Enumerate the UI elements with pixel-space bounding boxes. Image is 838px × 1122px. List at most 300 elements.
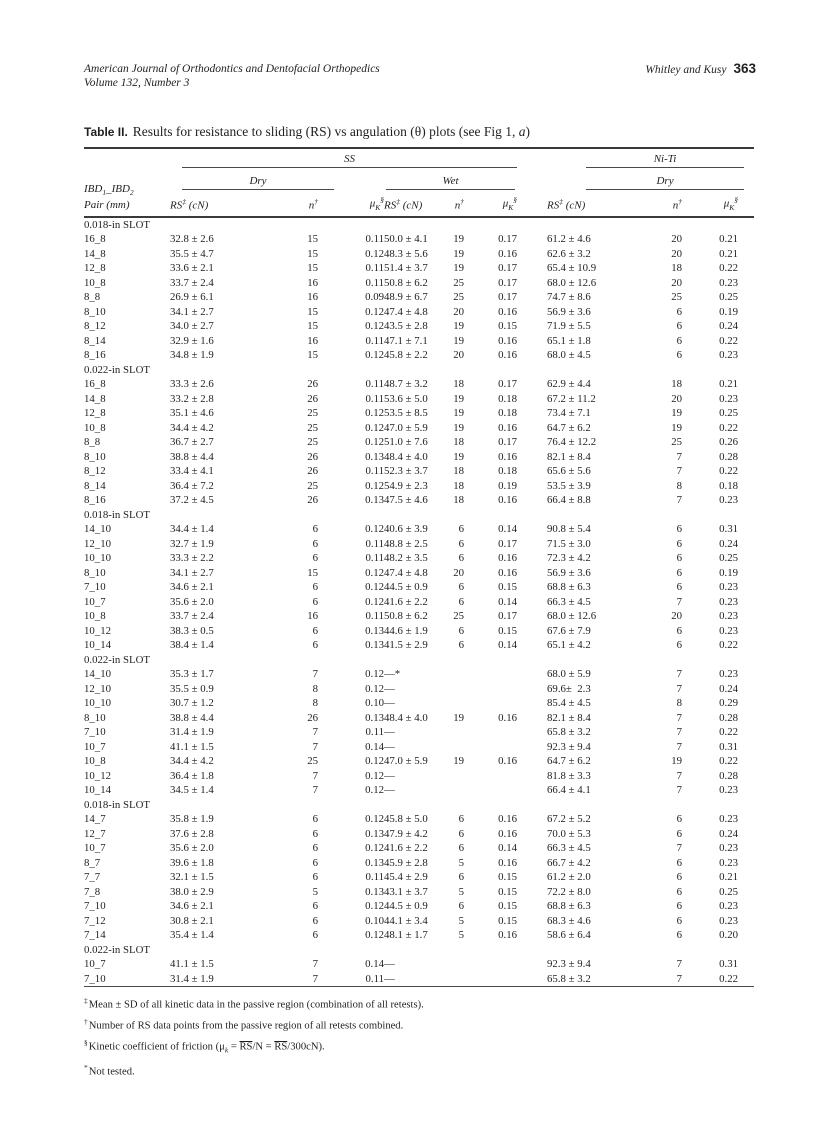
value-cell: 6 <box>458 639 464 652</box>
table-row <box>84 551 754 566</box>
table-row <box>84 450 754 465</box>
value-cell: 0.12 <box>365 421 384 434</box>
subgroup-dry-ss: Dry <box>170 168 384 190</box>
value-cell: 7 <box>676 842 683 855</box>
value-cell: 0.12 <box>365 769 384 782</box>
table-row <box>84 479 754 494</box>
value-cell: 19 <box>453 392 464 405</box>
value-cell <box>446 972 464 987</box>
value-cell: 47.1 ± 7.1 <box>384 334 428 347</box>
value-cell: 74.7 ± 8.6 <box>547 291 591 304</box>
value-cell: 6 <box>676 624 683 637</box>
pair-cell: 7_8 <box>84 885 101 898</box>
value-cell: 6 <box>312 827 318 840</box>
value-cell: — <box>384 784 395 797</box>
value-cell: 0.15 <box>498 871 518 884</box>
value-cell: 36.4 ± 1.8 <box>170 769 214 782</box>
section-row <box>84 217 754 233</box>
pair-cell: 8_8 <box>84 291 101 304</box>
value-cell: 76.4 ± 12.2 <box>547 436 597 449</box>
value-cell: 0.17 <box>498 378 518 391</box>
pair-cell: 12_8 <box>84 407 106 420</box>
value-cell: 32.1 ± 1.5 <box>170 871 214 884</box>
value-cell: 69.6± 2.3 <box>547 682 591 695</box>
subgroup-dry-niti: Dry <box>517 168 754 190</box>
value-cell: 45.9 ± 2.8 <box>384 856 428 869</box>
value-cell: 68.0 ± 12.6 <box>547 276 597 289</box>
footnotes <box>84 993 754 1080</box>
value-cell: 67.6 ± 7.9 <box>547 624 591 637</box>
value-cell: 18 <box>453 378 464 391</box>
value-cell: 0.23 <box>719 813 739 826</box>
value-cell: 0.14 <box>365 740 384 753</box>
pair-cell: 8_10 <box>84 566 106 579</box>
table-row <box>84 421 754 436</box>
value-cell: 48.1 ± 1.7 <box>384 929 428 942</box>
value-cell: 39.6 ± 1.8 <box>170 856 214 869</box>
value-cell: 0.19 <box>719 305 739 318</box>
value-cell: 19 <box>453 320 464 333</box>
value-cell: 0.21 <box>719 247 739 260</box>
value-cell: 67.2 ± 11.2 <box>547 392 596 405</box>
value-cell <box>464 957 517 972</box>
value-cell: 65.6 ± 5.6 <box>547 465 591 478</box>
value-cell: 5 <box>458 914 464 927</box>
value-cell: 34.4 ± 4.2 <box>170 421 214 434</box>
pair-cell: 12_10 <box>84 682 111 695</box>
value-cell: 53.5 ± 3.9 <box>547 479 591 492</box>
value-cell: 6 <box>458 537 464 550</box>
value-cell: 35.6 ± 2.0 <box>170 842 214 855</box>
value-cell: 0.17 <box>498 233 518 246</box>
value-cell: 36.7 ± 2.7 <box>170 436 214 449</box>
value-cell: 0.16 <box>498 856 518 869</box>
value-cell: 66.3 ± 4.5 <box>547 595 591 608</box>
table-row <box>84 406 754 421</box>
pair-cell: 7_14 <box>84 929 106 942</box>
pair-cell: 10_10 <box>84 552 111 565</box>
value-cell: 18 <box>671 262 683 275</box>
value-cell: 6 <box>312 639 318 652</box>
section-row <box>84 508 754 523</box>
value-cell: 6 <box>676 856 683 869</box>
value-cell: 0.11 <box>365 537 384 550</box>
value-cell: 6 <box>312 842 318 855</box>
value-cell: 7 <box>676 450 683 463</box>
value-cell: 0.13 <box>365 711 384 724</box>
value-cell: 44.5 ± 0.9 <box>384 900 428 913</box>
value-cell: 25 <box>307 479 318 492</box>
pair-cell: 8_14 <box>84 479 106 492</box>
value-cell: 34.5 ± 1.4 <box>170 784 214 797</box>
value-cell: 6 <box>458 813 464 826</box>
stat-header-row <box>84 190 754 217</box>
value-cell: 7 <box>676 595 683 608</box>
value-cell: 33.3 ± 2.2 <box>170 552 214 565</box>
subgroup-wet-ss: Wet <box>384 168 517 190</box>
value-cell: 33.4 ± 4.1 <box>170 465 214 478</box>
value-cell: 0.11 <box>365 262 384 275</box>
pair-cell: 10_12 <box>84 624 111 637</box>
value-cell: 67.2 ± 5.2 <box>547 813 591 826</box>
col-header-mu-niti: $\mu_K^\S$ <box>723 195 739 212</box>
value-cell: 19 <box>453 755 464 768</box>
value-cell: 47.0 ± 5.9 <box>384 421 428 434</box>
value-cell: 34.6 ± 2.1 <box>170 581 214 594</box>
pair-cell: 8_10 <box>84 305 106 318</box>
table-title <box>84 123 756 141</box>
value-cell: 6 <box>312 552 318 565</box>
value-cell: 0.23 <box>719 392 739 405</box>
value-cell: 0.11 <box>365 972 384 985</box>
table-row <box>84 783 754 798</box>
page-number: 363 <box>733 61 756 76</box>
value-cell: 0.24 <box>719 537 739 550</box>
value-cell: 0.31 <box>719 740 739 753</box>
running-authors: Whitley and Kusy <box>645 64 727 76</box>
value-cell: 0.15 <box>498 914 518 927</box>
value-cell: 35.4 ± 1.4 <box>170 929 214 942</box>
table-row <box>84 885 754 900</box>
value-cell: 41.6 ± 2.2 <box>384 842 428 855</box>
value-cell: 25 <box>671 291 683 304</box>
value-cell: 15 <box>307 233 318 246</box>
value-cell <box>464 769 517 784</box>
value-cell: 0.19 <box>719 566 739 579</box>
value-cell: 0.20 <box>719 929 739 942</box>
value-cell: 6 <box>312 871 318 884</box>
value-cell: 6 <box>676 639 683 652</box>
value-cell: 0.23 <box>719 668 739 681</box>
value-cell: 33.7 ± 2.4 <box>170 276 214 289</box>
value-cell: 6 <box>676 900 683 913</box>
value-cell: 0.12 <box>365 813 384 826</box>
value-cell: 50.8 ± 6.2 <box>384 610 428 623</box>
table-row <box>84 609 754 624</box>
value-cell: 0.24 <box>719 320 739 333</box>
table-header <box>84 148 754 217</box>
table-row <box>84 914 754 929</box>
value-cell: 0.13 <box>365 639 384 652</box>
pair-cell: 10_7 <box>84 958 106 971</box>
value-cell: 5 <box>458 856 464 869</box>
value-cell: 15 <box>307 320 318 333</box>
value-cell <box>446 740 464 755</box>
value-cell: 0.18 <box>498 465 518 478</box>
value-cell: 25 <box>671 436 683 449</box>
value-cell: 0.12 <box>365 320 384 333</box>
pair-cell: 8_12 <box>84 465 106 478</box>
value-cell: 20 <box>453 349 464 362</box>
value-cell <box>446 957 464 972</box>
value-cell: 6 <box>312 523 318 536</box>
pair-cell: 7_10 <box>84 972 106 985</box>
value-cell: 0.12 <box>365 929 384 942</box>
value-cell: 58.6 ± 6.4 <box>547 929 591 942</box>
value-cell: 26 <box>307 494 318 507</box>
value-cell: 0.11 <box>365 276 384 289</box>
value-cell: 26 <box>307 378 318 391</box>
table-row <box>84 972 754 987</box>
value-cell: 8 <box>312 697 318 710</box>
value-cell: 72.3 ± 4.2 <box>547 552 591 565</box>
value-cell: 48.8 ± 2.5 <box>384 537 428 550</box>
table-row <box>84 899 754 914</box>
journal-info <box>84 62 380 90</box>
value-cell: 6 <box>312 856 318 869</box>
value-cell: 33.7 ± 2.4 <box>170 610 214 623</box>
value-cell: 0.12 <box>365 595 384 608</box>
value-cell: 0.13 <box>365 450 384 463</box>
value-cell: 8 <box>676 479 683 492</box>
value-cell: 48.4 ± 4.0 <box>384 711 428 724</box>
value-cell: 18 <box>453 479 464 492</box>
value-cell: 7 <box>676 740 683 753</box>
value-cell: 65.8 ± 3.2 <box>547 972 591 985</box>
table-row <box>84 928 754 943</box>
table-row <box>84 493 754 508</box>
value-cell: 25 <box>453 276 464 289</box>
value-cell: 0.10 <box>365 914 384 927</box>
value-cell: 92.3 ± 9.4 <box>547 958 591 971</box>
value-cell: 0.23 <box>719 914 739 927</box>
footnote: §Kinetic coefficient of friction $(\mu_k = \overline{RS}/N = \overline{RS}/300cN)$. <box>84 1038 325 1056</box>
value-cell <box>464 667 517 682</box>
value-cell: 82.1 ± 8.4 <box>547 450 591 463</box>
value-cell: 82.1 ± 8.4 <box>547 711 591 724</box>
value-cell: 61.2 ± 4.6 <box>547 233 591 246</box>
value-cell: 33.2 ± 2.8 <box>170 392 214 405</box>
value-cell <box>446 667 464 682</box>
group-header-niti: Ni-Ti <box>517 148 754 168</box>
value-cell: 56.9 ± 3.6 <box>547 566 591 579</box>
footnote: *Not tested. <box>84 1062 135 1078</box>
value-cell: 0.16 <box>498 305 518 318</box>
value-cell: 65.1 ± 1.8 <box>547 334 591 347</box>
value-cell: 0.22 <box>719 421 739 434</box>
value-cell: 0.11 <box>365 392 384 405</box>
value-cell: 65.8 ± 3.2 <box>547 726 591 739</box>
value-cell: 0.24 <box>719 682 739 695</box>
value-cell: 35.1 ± 4.6 <box>170 407 214 420</box>
value-cell: 38.4 ± 1.4 <box>170 639 214 652</box>
value-cell: 0.12 <box>365 755 384 768</box>
value-cell: 0.16 <box>498 711 518 724</box>
value-cell: 66.4 ± 8.8 <box>547 494 591 507</box>
value-cell: 7 <box>676 972 683 985</box>
pair-cell: 10_7 <box>84 740 106 753</box>
value-cell: 15 <box>307 247 318 260</box>
value-cell: 0.14 <box>498 842 518 855</box>
value-cell: 0.15 <box>498 900 518 913</box>
value-cell: — <box>384 697 395 710</box>
value-cell: 6 <box>312 624 318 637</box>
value-cell: 0.16 <box>498 450 518 463</box>
value-cell: 50.8 ± 6.2 <box>384 276 428 289</box>
value-cell: — <box>384 740 395 753</box>
value-cell: 0.11 <box>365 610 384 623</box>
value-cell: 20 <box>671 233 683 246</box>
value-cell: 7 <box>676 769 683 782</box>
value-cell <box>464 783 517 798</box>
value-cell: 51.0 ± 7.6 <box>384 436 428 449</box>
value-cell: — <box>384 958 395 971</box>
table-row <box>84 305 754 320</box>
value-cell: 44.6 ± 1.9 <box>384 624 428 637</box>
value-cell: 0.16 <box>498 247 518 260</box>
pair-cell: 12_10 <box>84 537 111 550</box>
value-cell: 0.18 <box>719 479 739 492</box>
value-cell: 0.23 <box>719 610 739 623</box>
footnote: †Number of RS data points from the passive region of all retests combined. <box>84 1017 404 1032</box>
pair-header-line2: Pair (mm) <box>84 198 130 211</box>
table-row <box>84 667 754 682</box>
pair-column-header <box>84 148 170 217</box>
value-cell: —* <box>384 668 401 681</box>
value-cell: 35.6 ± 2.0 <box>170 595 214 608</box>
table-caption: Results for resistance to sliding (RS) vs angulation (θ) plots (see Fig 1, a) <box>132 124 530 139</box>
table-row <box>84 435 754 450</box>
value-cell: 50.0 ± 4.1 <box>384 233 428 246</box>
value-cell: 0.17 <box>498 262 518 275</box>
value-cell: 43.1 ± 3.7 <box>384 885 428 898</box>
pair-cell: 10_12 <box>84 769 111 782</box>
value-cell: 0.16 <box>498 566 518 579</box>
table-row <box>84 566 754 581</box>
value-cell: 5 <box>458 929 464 942</box>
value-cell: 6 <box>676 537 683 550</box>
value-cell: 34.1 ± 2.7 <box>170 305 214 318</box>
value-cell: 6 <box>458 552 464 565</box>
value-cell: 33.3 ± 2.6 <box>170 378 214 391</box>
table-row <box>84 464 754 479</box>
value-cell: 0.11 <box>365 378 384 391</box>
value-cell: 5 <box>312 885 318 898</box>
value-cell: 0.14 <box>498 639 518 652</box>
value-cell: 34.6 ± 2.1 <box>170 900 214 913</box>
value-cell: 72.2 ± 8.0 <box>547 885 591 898</box>
pair-cell: 14_10 <box>84 523 111 536</box>
value-cell: 0.25 <box>719 291 739 304</box>
table-row <box>84 232 754 247</box>
value-cell: 0.13 <box>365 885 384 898</box>
value-cell: 47.0 ± 5.9 <box>384 755 428 768</box>
value-cell: 16 <box>307 291 318 304</box>
section-label: 0.018-in SLOT <box>84 508 150 521</box>
value-cell: 0.22 <box>719 639 739 652</box>
table-row <box>84 377 754 392</box>
value-cell <box>464 682 517 697</box>
value-cell: 0.10 <box>365 697 384 710</box>
value-cell: 6 <box>312 813 318 826</box>
value-cell: 0.16 <box>498 929 518 942</box>
value-cell: 53.5 ± 8.5 <box>384 407 428 420</box>
value-cell: 7 <box>312 972 318 985</box>
value-cell: 0.31 <box>719 958 739 971</box>
value-cell: 62.6 ± 3.2 <box>547 247 591 260</box>
value-cell: 19 <box>453 421 464 434</box>
value-cell: 71.5 ± 3.0 <box>547 537 591 550</box>
pair-cell: 10_10 <box>84 697 111 710</box>
value-cell: 41.1 ± 1.5 <box>170 958 214 971</box>
table-row <box>84 319 754 334</box>
pair-cell: 10_8 <box>84 755 106 768</box>
value-cell: 6 <box>312 581 318 594</box>
value-cell: 16 <box>307 334 318 347</box>
pair-cell: 8_16 <box>84 494 106 507</box>
table-label: Table II. <box>84 125 128 139</box>
value-cell: 0.23 <box>719 624 739 637</box>
pair-cell: 12_8 <box>84 262 106 275</box>
value-cell: 0.24 <box>719 827 739 840</box>
pair-cell: 10_14 <box>84 784 111 797</box>
value-cell: 19 <box>671 755 683 768</box>
value-cell: 7 <box>676 494 683 507</box>
value-cell: 6 <box>676 827 683 840</box>
value-cell: 0.16 <box>498 494 518 507</box>
col-header-n-dry: n† <box>308 197 318 212</box>
group-header-row <box>84 148 754 168</box>
value-cell: 8 <box>312 682 318 695</box>
value-cell: 18 <box>453 494 464 507</box>
value-cell: 0.17 <box>498 436 518 449</box>
value-cell: 38.8 ± 4.4 <box>170 711 214 724</box>
pair-cell: 8_14 <box>84 334 106 347</box>
value-cell: 0.12 <box>365 436 384 449</box>
value-cell: 26 <box>307 711 318 724</box>
value-cell: 0.21 <box>719 233 739 246</box>
section-row <box>84 653 754 668</box>
pair-cell: 16_8 <box>84 378 106 391</box>
value-cell: 48.2 ± 3.5 <box>384 552 428 565</box>
pair-cell: 8_7 <box>84 856 101 869</box>
group-header-ss: SS <box>170 148 517 168</box>
pair-cell: 8_8 <box>84 436 101 449</box>
value-cell: 15 <box>307 262 318 275</box>
col-header-n-wet: n† <box>454 197 464 212</box>
running-head <box>84 62 756 90</box>
value-cell: 0.12 <box>365 407 384 420</box>
table-row <box>84 595 754 610</box>
pair-cell: 10_7 <box>84 595 106 608</box>
value-cell: 0.13 <box>365 827 384 840</box>
value-cell: 0.16 <box>498 813 518 826</box>
value-cell: 47.4 ± 4.8 <box>384 566 428 579</box>
value-cell: 0.12 <box>365 682 384 695</box>
value-cell: 20 <box>671 276 683 289</box>
value-cell: 7 <box>312 958 318 971</box>
value-cell: 6 <box>312 929 318 942</box>
value-cell: 0.22 <box>719 334 739 347</box>
value-cell: — <box>384 972 395 985</box>
value-cell: 6 <box>458 595 464 608</box>
value-cell: 19 <box>453 247 464 260</box>
value-cell: 20 <box>453 305 464 318</box>
value-cell: 7 <box>676 682 683 695</box>
value-cell: 6 <box>458 523 464 536</box>
value-cell: 25 <box>307 436 318 449</box>
value-cell: 53.6 ± 5.0 <box>384 392 428 405</box>
value-cell: 65.1 ± 4.2 <box>547 639 591 652</box>
value-cell: 30.7 ± 1.2 <box>170 697 214 710</box>
value-cell: 25 <box>307 407 318 420</box>
section-label: 0.018-in SLOT <box>84 218 150 231</box>
value-cell: 0.19 <box>498 479 518 492</box>
value-cell: 0.22 <box>719 262 739 275</box>
value-cell <box>446 682 464 697</box>
value-cell: 20 <box>671 610 683 623</box>
value-cell: 6 <box>676 581 683 594</box>
